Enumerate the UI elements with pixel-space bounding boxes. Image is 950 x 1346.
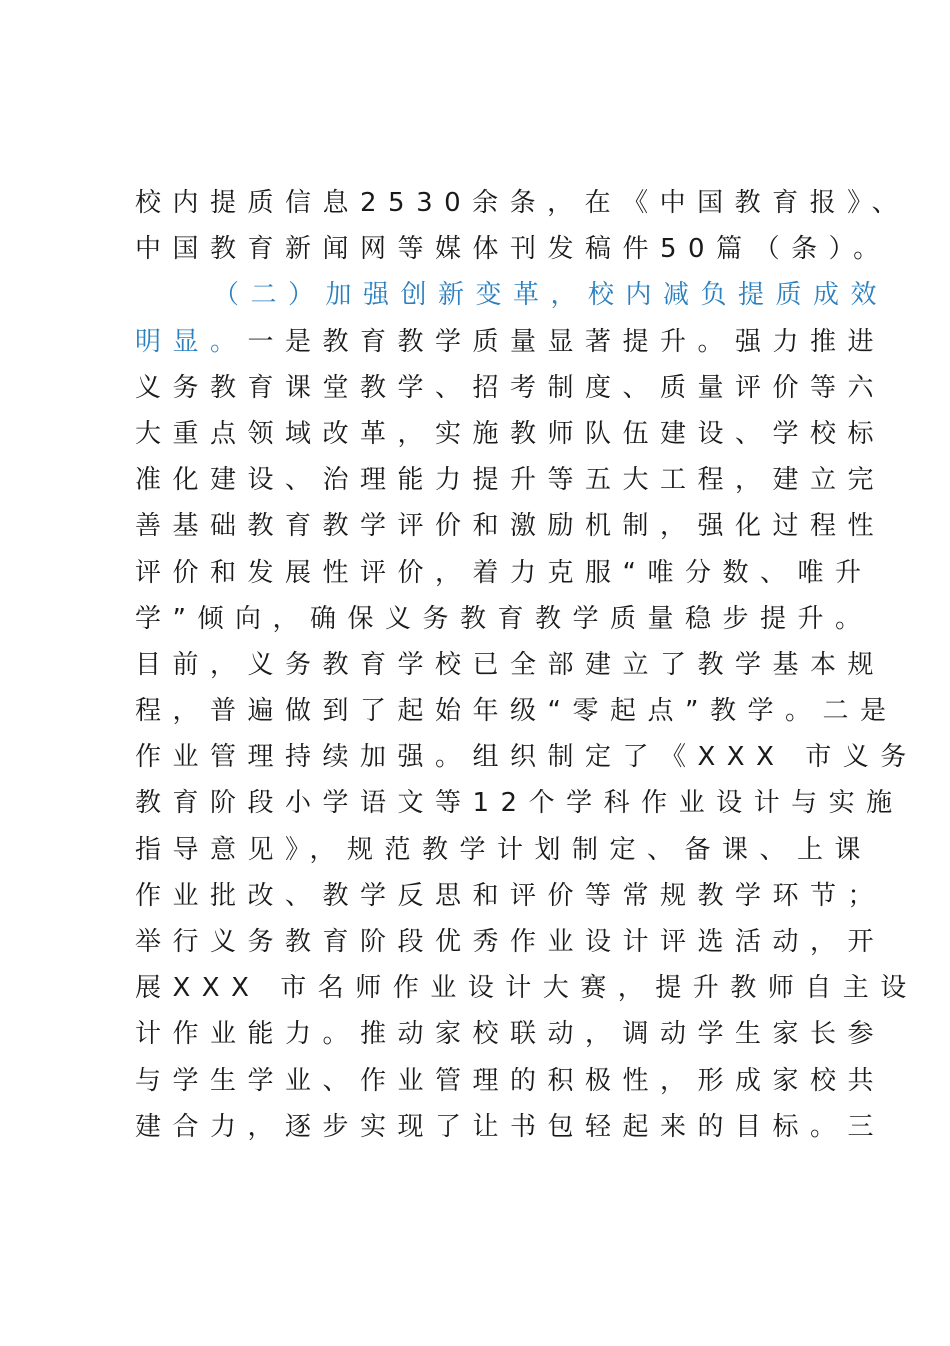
- line-text: 准化建设、治理能力提升等五大工程，建立完: [135, 465, 886, 496]
- line-text: 评价和发展性评价，着力克服“唯分数、唯升: [135, 557, 873, 588]
- text-line-5: [135, 365, 886, 411]
- text-line-8: [135, 503, 886, 549]
- text-line-6: [135, 411, 886, 457]
- line-text: 作业管理持续加强。组织制定了《XXX 市义务: [135, 742, 918, 773]
- text-line-12: [135, 688, 898, 734]
- section-heading-end: 明显。: [135, 326, 248, 357]
- text-line-21: [135, 1104, 886, 1150]
- text-line-2: [135, 226, 891, 272]
- text-line-14: [135, 780, 904, 826]
- text-line-4: [135, 319, 886, 365]
- line-text: 教育阶段小学语文等12个学科作业设计与实施: [135, 788, 904, 819]
- line-text: 举行义务教育阶段优秀作业设计评选活动，开: [135, 927, 886, 957]
- line-text: 中国教育新闻网等媒体刊发稿件50篇（条）。: [135, 234, 891, 265]
- line-text: 指导意见》，规范教学计划制定、备课、上课: [135, 834, 873, 865]
- body-text: [135, 180, 918, 1150]
- text-line-7: [135, 457, 886, 503]
- line-text: 与学生学业、作业管理的积极性，形成家校共: [135, 1065, 886, 1096]
- line-text: 善基础教育教学评价和激励机制，强化过程性: [135, 511, 886, 542]
- line-text: 义务教育课堂教学、招考制度、质量评价等六: [135, 372, 886, 403]
- section-heading-line: [135, 272, 889, 318]
- text-line-11: [135, 642, 886, 688]
- line-text: 校内提质信息2530余条，在《中国教育报》、: [135, 188, 910, 218]
- text-line-17: [135, 919, 886, 965]
- line-text: 建合力，逐步实现了让书包轻起来的目标。三: [135, 1111, 886, 1142]
- line-text: 学”倾向，确保义务教育教学质量稳步提升。: [135, 603, 873, 634]
- line-text: 作业批改、教学反思和评价等常规教学环节；: [135, 880, 886, 911]
- line-text: 大重点领域改革，实施教师队伍建设、学校标: [135, 418, 886, 449]
- section-heading: （二）加强创新变革，校内减负提质成效: [213, 280, 889, 311]
- line-text: 目前，义务教育学校已全部建立了教学基本规: [135, 649, 886, 680]
- text-line-19: [135, 1011, 886, 1057]
- line-text: 展XXX 市名师作业设计大赛，提升教师自主设: [135, 973, 918, 1004]
- text-line-18: [135, 965, 918, 1011]
- text-line-16: [135, 873, 886, 919]
- line-text: 一是教育教学质量显著提升。强力推进: [247, 326, 886, 357]
- text-line-15: [135, 827, 873, 873]
- text-line-10: [135, 596, 873, 642]
- text-line-1: [135, 180, 910, 226]
- text-line-13: [135, 734, 918, 780]
- text-line-9: [135, 550, 873, 596]
- line-text: 计作业能力。推动家校联动，调动学生家长参: [135, 1019, 886, 1050]
- line-text: 程，普遍做到了起始年级“零起点”教学。二是: [135, 696, 898, 727]
- text-line-20: [135, 1058, 886, 1104]
